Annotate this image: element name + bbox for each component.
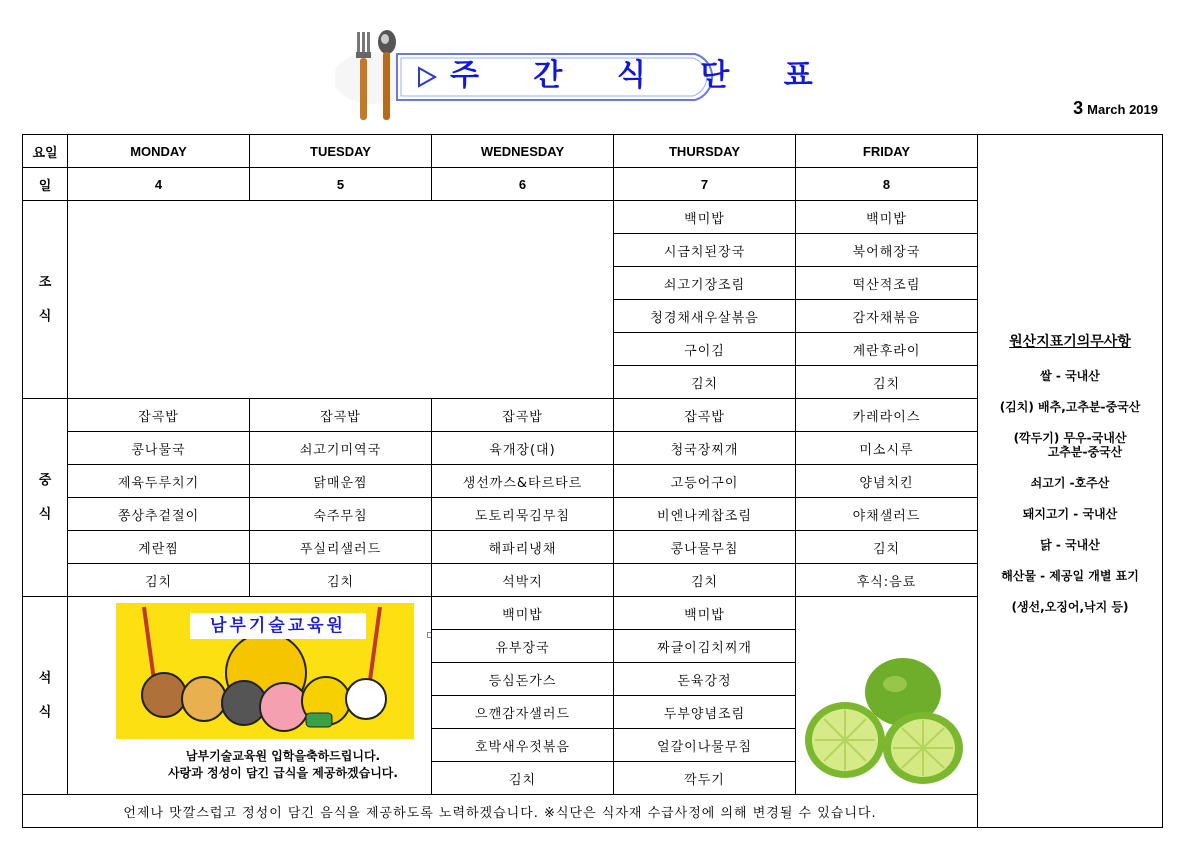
day-wednesday: WEDNESDAY [432, 135, 614, 168]
breakfast-empty [68, 201, 614, 399]
origin-note: 닭 - 국내산 [1040, 538, 1100, 552]
dish: 잡곡밥 [250, 399, 432, 432]
dish: 김치 [432, 762, 614, 795]
dish: 닭매운찜 [250, 465, 432, 498]
origin-notes [978, 135, 1163, 828]
dish: 유부장국 [432, 630, 614, 663]
date-line [1073, 98, 1158, 119]
origin-note: (생선,오징어,낙지 등) [1011, 600, 1129, 614]
dish: 양념치킨 [796, 465, 978, 498]
dish: 북어해장국 [796, 234, 978, 267]
date-monday: 4 [68, 168, 250, 201]
dish: 고등어구이 [614, 465, 796, 498]
dish: 호박새우젓볶음 [432, 729, 614, 762]
dish: 백미밥 [796, 201, 978, 234]
dish: 콩나물무침 [614, 531, 796, 564]
page-title: 주 간 식 단 표 [450, 58, 835, 93]
date-text: March 2019 [1087, 102, 1158, 117]
page-header [0, 0, 1196, 130]
dish: 잡곡밥 [614, 399, 796, 432]
dish: 청국장찌개 [614, 432, 796, 465]
origin-note: 고추분-중국산 [1047, 445, 1123, 459]
dish: 비엔나케찹조림 [614, 498, 796, 531]
date-label: 일 [23, 168, 68, 201]
dish: 쫑상추겉절이 [68, 498, 250, 531]
dish: 쇠고기미역국 [250, 432, 432, 465]
welcome-ad [68, 597, 432, 795]
dish: 김치 [68, 564, 250, 597]
lunch-label: 중 식 [23, 399, 68, 597]
day-label: 요일 [23, 135, 68, 168]
day-tuesday: TUESDAY [250, 135, 432, 168]
dish: 떡산적조림 [796, 267, 978, 300]
dish: 푸실리샐러드 [250, 531, 432, 564]
dish: 계란후라이 [796, 333, 978, 366]
dish: 야채샐러드 [796, 498, 978, 531]
dish: 도토리묵김무침 [432, 498, 614, 531]
origin-note: (깍두기) 무우-국내산 [1013, 431, 1127, 445]
dinner-label: 석 식 [23, 597, 68, 795]
breakfast-label: 조 식 [23, 201, 68, 399]
date-friday: 8 [796, 168, 978, 201]
date-wednesday: 6 [432, 168, 614, 201]
dish: 등심돈가스 [432, 663, 614, 696]
dish: 깍두기 [614, 762, 796, 795]
footer-note: 언제나 맛깔스럽고 정성이 담긴 음식을 제공하도록 노력하겠습니다. ※식단은 식자재 수급사정에 의해 변경될 수 있습니다. [23, 795, 978, 828]
dish: 백미밥 [614, 597, 796, 630]
day-monday: MONDAY [68, 135, 250, 168]
dish: 구이김 [614, 333, 796, 366]
dish: 두부양념조림 [614, 696, 796, 729]
character-group-image [116, 603, 414, 739]
dish: 석박지 [432, 564, 614, 597]
lime-image [796, 597, 978, 795]
origin-note: (김치) 배추,고추분-중국산 [999, 400, 1141, 414]
dish: 얼갈이나물무침 [614, 729, 796, 762]
dish: 김치 [614, 366, 796, 399]
dish: 콩나물국 [68, 432, 250, 465]
dish: 시금치된장국 [614, 234, 796, 267]
origin-note: 쌀 - 국내산 [1040, 369, 1100, 383]
dish: 육개장(대) [432, 432, 614, 465]
dish: 잡곡밥 [432, 399, 614, 432]
day-thursday: THURSDAY [614, 135, 796, 168]
dish: 후식:음료 [796, 564, 978, 597]
dish: 돈육강정 [614, 663, 796, 696]
date-number: 3 [1073, 98, 1084, 118]
origin-notes-title: 원산지표기의무사항 [1009, 334, 1131, 350]
dish: 감자채볶음 [796, 300, 978, 333]
dish: 제육두루치기 [68, 465, 250, 498]
dish: 백미밥 [614, 201, 796, 234]
dish: 짜글이김치찌개 [614, 630, 796, 663]
dish: 청경채새우살볶음 [614, 300, 796, 333]
date-thursday: 7 [614, 168, 796, 201]
dish: 미소시루 [796, 432, 978, 465]
weekly-menu-table [22, 134, 1163, 828]
dish: 김치 [796, 531, 978, 564]
dish: 계란찜 [68, 531, 250, 564]
origin-note: 해산물 - 제공일 개별 표기 [1001, 569, 1139, 583]
dish: 김치 [614, 564, 796, 597]
welcome-message: 남부기술교육원 입학을축하드립니다. 사랑과 정성이 담긴 급식을 제공하겠습니다. [168, 748, 398, 780]
dish: 카레라이스 [796, 399, 978, 432]
dish: 김치 [796, 366, 978, 399]
dish: 잡곡밥 [68, 399, 250, 432]
day-friday: FRIDAY [796, 135, 978, 168]
origin-note: 돼지고기 - 국내산 [1022, 507, 1118, 521]
origin-note: 쇠고기 -호주산 [1030, 476, 1110, 490]
small-square [427, 632, 432, 638]
dish: 숙주무침 [250, 498, 432, 531]
dish: 생선까스&타르타르 [432, 465, 614, 498]
dish: 김치 [250, 564, 432, 597]
dish: 으깬감자샐러드 [432, 696, 614, 729]
ad-banner-text: 남부기술교육원 [190, 613, 366, 639]
date-tuesday: 5 [250, 168, 432, 201]
dish: 백미밥 [432, 597, 614, 630]
dish: 쇠고기장조림 [614, 267, 796, 300]
dish: 해파리냉채 [432, 531, 614, 564]
